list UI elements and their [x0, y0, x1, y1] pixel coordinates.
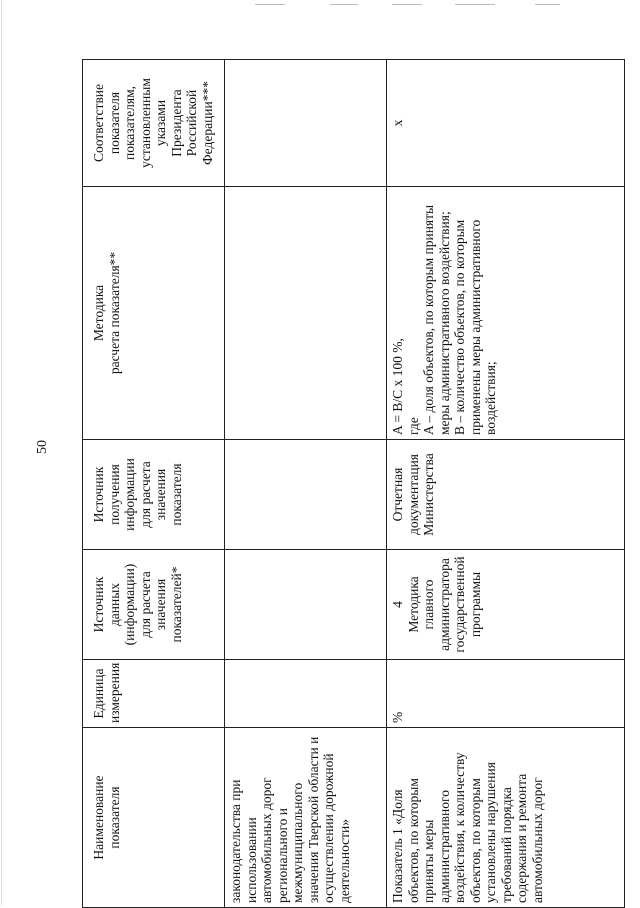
- header-unit: Единица измерения: [83, 660, 225, 728]
- row-compliance: [225, 60, 387, 187]
- indicator-table: [82, 59, 625, 908]
- table-header-row: [83, 60, 225, 908]
- header-data-source: Источник данных (информации) для расчета значения показателей*: [83, 550, 225, 660]
- page-number: 50: [35, 440, 50, 454]
- row-method: A = B/C x 100 %, где A – доля объектов, по которым приняты меры административного воздействия; B – количество объектов, по которым применены меры административного воздействия;: [387, 187, 625, 440]
- header-indicator-name: Наименование показателя: [83, 728, 225, 908]
- row-indicator-name: законодательства при использовании автомобильных дорог регионального и межмуниципального значения Тверской области и осуществлении дорожной деятельности»: [225, 728, 387, 908]
- scan-top-mark: [330, 4, 358, 5]
- row-info-source: [225, 440, 387, 550]
- row-unit: %: [387, 660, 625, 728]
- rotated-document-sheet: [82, 60, 624, 908]
- row-indicator-name: Показатель 1 «Доля объектов, по которым приняты меры административного воздействия, к количеству объектов, по которым установлены нарушения требований порядка содержания и ремонта автомобильных дорог: [387, 728, 625, 908]
- table-row: [225, 60, 387, 908]
- row-data-source: [225, 550, 387, 660]
- scan-top-mark: [535, 4, 560, 5]
- row-data-source: 4 Методика главного администратора государственной программы: [387, 550, 625, 660]
- header-calculation-method: Методика расчета показателя**: [83, 187, 225, 440]
- row-unit: [225, 660, 387, 728]
- row-method: [225, 187, 387, 440]
- header-presidential-compliance: Соответствие показателя показателям, установленным указами Президента Российской Федерации***: [83, 60, 225, 187]
- table-row: [387, 60, 625, 908]
- scan-edge-line: [1, 0, 2, 905]
- row-compliance: x: [387, 60, 625, 187]
- header-info-source: Источник получения информации для расчета значения показателя: [83, 440, 225, 550]
- scan-top-mark: [392, 4, 422, 5]
- scan-top-mark: [255, 4, 285, 5]
- row-info-source: Отчетная документация Министерства: [387, 440, 625, 550]
- scan-top-mark: [455, 4, 495, 5]
